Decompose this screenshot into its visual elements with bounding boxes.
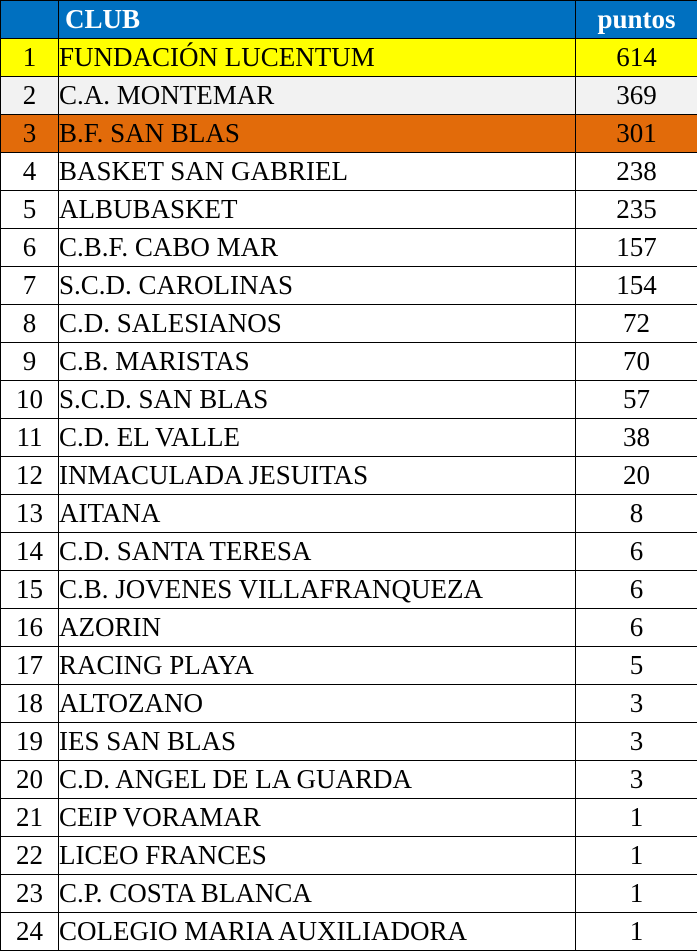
club-cell: C.D. SANTA TERESA	[59, 533, 576, 571]
table-row	[1, 153, 697, 191]
position-cell: 7	[1, 267, 59, 305]
club-cell: ALTOZANO	[59, 685, 576, 723]
points-cell: 6	[576, 533, 697, 571]
club-cell: LICEO FRANCES	[59, 837, 576, 875]
points-cell: 3	[576, 761, 697, 799]
table-row	[1, 495, 697, 533]
position-cell: 10	[1, 381, 59, 419]
points-cell: 1	[576, 875, 697, 913]
points-cell: 6	[576, 609, 697, 647]
points-cell: 1	[576, 913, 697, 951]
table-row	[1, 685, 697, 723]
points-cell: 614	[576, 39, 697, 77]
header-points: puntos	[576, 1, 697, 39]
club-cell: B.F. SAN BLAS	[59, 115, 576, 153]
club-cell: C.P. COSTA BLANCA	[59, 875, 576, 913]
club-cell: S.C.D. CAROLINAS	[59, 267, 576, 305]
club-cell: C.B. JOVENES VILLAFRANQUEZA	[59, 571, 576, 609]
table-row	[1, 761, 697, 799]
club-cell: CEIP VORAMAR	[59, 799, 576, 837]
club-cell: C.D. EL VALLE	[59, 419, 576, 457]
position-cell: 16	[1, 609, 59, 647]
position-cell: 6	[1, 229, 59, 267]
table-row	[1, 913, 697, 951]
points-cell: 157	[576, 229, 697, 267]
points-cell: 6	[576, 571, 697, 609]
club-cell: IES SAN BLAS	[59, 723, 576, 761]
table-row	[1, 837, 697, 875]
position-cell: 22	[1, 837, 59, 875]
position-cell: 15	[1, 571, 59, 609]
club-cell: AITANA	[59, 495, 576, 533]
club-cell: C.D. ANGEL DE LA GUARDA	[59, 761, 576, 799]
club-cell: C.A. MONTEMAR	[59, 77, 576, 115]
standings-body	[1, 39, 697, 951]
points-cell: 70	[576, 343, 697, 381]
club-cell: RACING PLAYA	[59, 647, 576, 685]
points-cell: 20	[576, 457, 697, 495]
table-row	[1, 267, 697, 305]
position-cell: 11	[1, 419, 59, 457]
table-row	[1, 191, 697, 229]
position-cell: 24	[1, 913, 59, 951]
position-cell: 1	[1, 39, 59, 77]
points-cell: 3	[576, 685, 697, 723]
table-row	[1, 419, 697, 457]
table-row	[1, 381, 697, 419]
points-cell: 301	[576, 115, 697, 153]
points-cell: 8	[576, 495, 697, 533]
table-row	[1, 571, 697, 609]
points-cell: 57	[576, 381, 697, 419]
points-cell: 72	[576, 305, 697, 343]
position-cell: 8	[1, 305, 59, 343]
table-row	[1, 533, 697, 571]
position-cell: 19	[1, 723, 59, 761]
position-cell: 18	[1, 685, 59, 723]
position-cell: 12	[1, 457, 59, 495]
club-cell: INMACULADA JESUITAS	[59, 457, 576, 495]
header-position	[1, 1, 59, 39]
table-row	[1, 609, 697, 647]
club-cell: COLEGIO MARIA AUXILIADORA	[59, 913, 576, 951]
position-cell: 2	[1, 77, 59, 115]
points-cell: 238	[576, 153, 697, 191]
club-cell: BASKET SAN GABRIEL	[59, 153, 576, 191]
club-cell: AZORIN	[59, 609, 576, 647]
points-cell: 1	[576, 799, 697, 837]
table-row	[1, 647, 697, 685]
club-cell: ALBUBASKET	[59, 191, 576, 229]
points-cell: 369	[576, 77, 697, 115]
club-cell: C.D. SALESIANOS	[59, 305, 576, 343]
position-cell: 9	[1, 343, 59, 381]
points-cell: 235	[576, 191, 697, 229]
header-club: CLUB	[59, 1, 576, 39]
position-cell: 17	[1, 647, 59, 685]
table-row	[1, 723, 697, 761]
club-cell: S.C.D. SAN BLAS	[59, 381, 576, 419]
table-row	[1, 305, 697, 343]
table-row	[1, 343, 697, 381]
club-cell: C.B. MARISTAS	[59, 343, 576, 381]
points-cell: 5	[576, 647, 697, 685]
table-row	[1, 39, 697, 77]
table-row	[1, 875, 697, 913]
position-cell: 21	[1, 799, 59, 837]
table-row	[1, 229, 697, 267]
table-row	[1, 77, 697, 115]
points-cell: 3	[576, 723, 697, 761]
points-cell: 1	[576, 837, 697, 875]
club-cell: FUNDACIÓN LUCENTUM	[59, 39, 576, 77]
table-row	[1, 799, 697, 837]
position-cell: 13	[1, 495, 59, 533]
points-cell: 38	[576, 419, 697, 457]
position-cell: 4	[1, 153, 59, 191]
header-row	[1, 1, 697, 39]
club-cell: C.B.F. CABO MAR	[59, 229, 576, 267]
position-cell: 20	[1, 761, 59, 799]
position-cell: 3	[1, 115, 59, 153]
position-cell: 5	[1, 191, 59, 229]
points-cell: 154	[576, 267, 697, 305]
position-cell: 23	[1, 875, 59, 913]
table-row	[1, 115, 697, 153]
table-row	[1, 457, 697, 495]
position-cell: 14	[1, 533, 59, 571]
